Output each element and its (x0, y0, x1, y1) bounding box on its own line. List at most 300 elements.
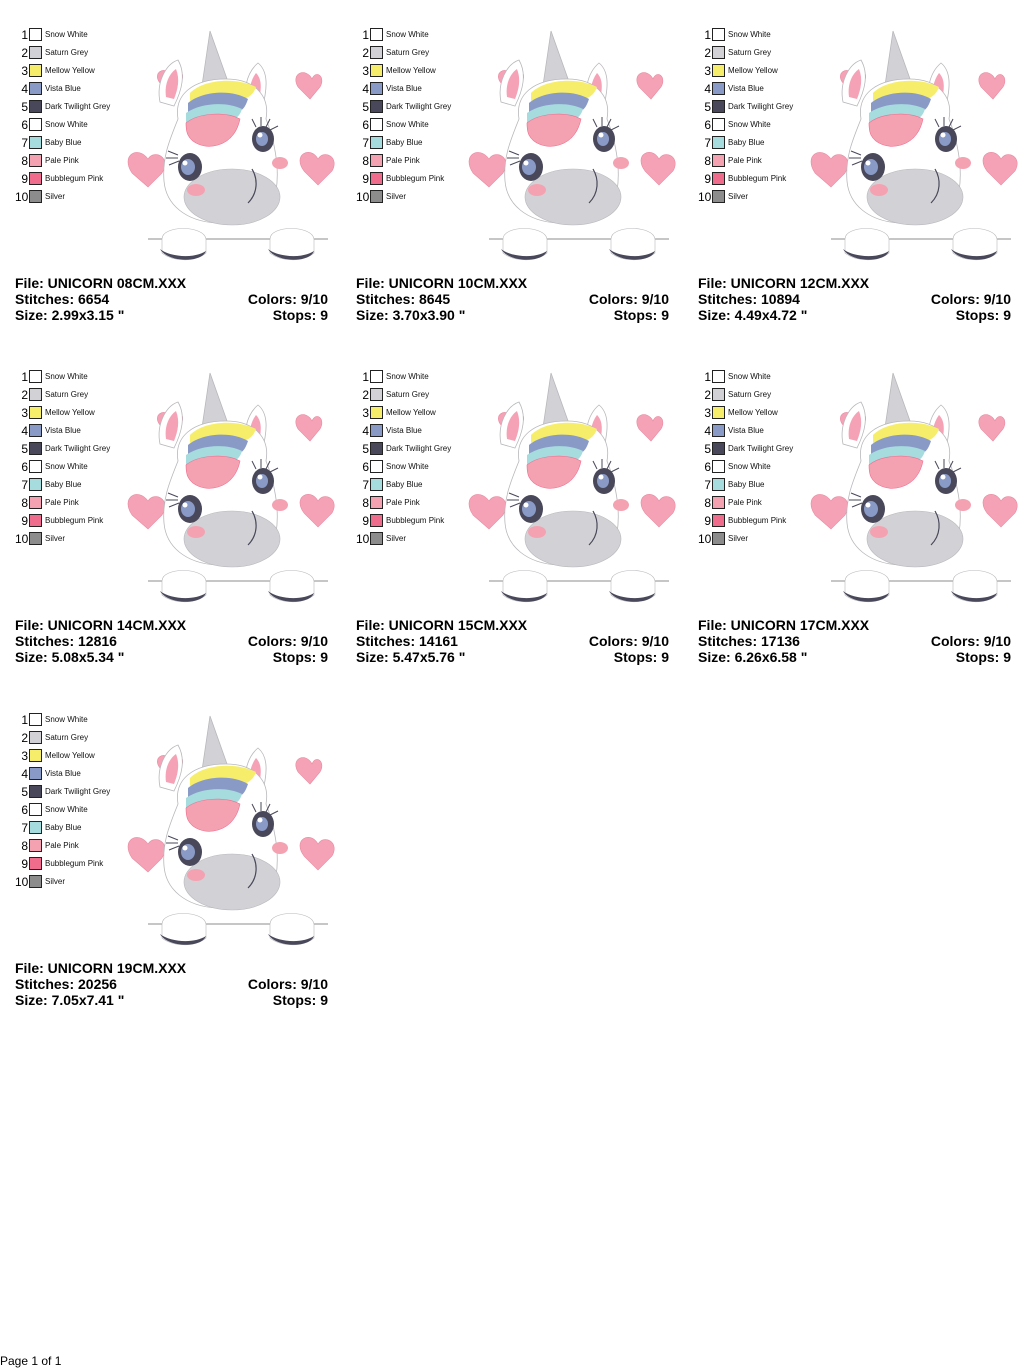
color-name: Baby Blue (386, 138, 423, 147)
color-name: Mellow Yellow (45, 408, 95, 417)
color-number: 10 (698, 532, 712, 546)
color-legend (15, 712, 135, 892)
design-size: Size: 4.49x4.72 " (698, 307, 808, 323)
color-swatch (370, 100, 383, 113)
color-name: Snow White (728, 30, 771, 39)
heart-icon (128, 152, 165, 187)
color-swatch (29, 731, 42, 744)
stitches-row (698, 633, 1011, 649)
stitches-row (15, 291, 328, 307)
color-swatch (29, 136, 42, 149)
unicorn-design-preview (803, 369, 1018, 604)
page-indicator: Page 1 of 1 (0, 1354, 62, 1368)
color-name: Baby Blue (45, 480, 82, 489)
file-row (15, 275, 328, 291)
legend-row (15, 441, 135, 459)
color-name: Vista Blue (728, 426, 764, 435)
color-name: Saturn Grey (45, 48, 89, 57)
legend-row (15, 495, 135, 513)
color-swatch (370, 532, 383, 545)
legend-row (698, 441, 818, 459)
legend-row (356, 405, 476, 423)
color-swatch (712, 46, 725, 59)
color-name: Saturn Grey (45, 390, 89, 399)
color-name: Snow White (728, 372, 771, 381)
legend-row (698, 135, 818, 153)
file-name: File: UNICORN 12CM.XXX (698, 275, 870, 291)
heart-icon (128, 837, 165, 872)
size-row (15, 992, 328, 1008)
color-swatch (29, 82, 42, 95)
color-swatch (712, 136, 725, 149)
design-info (356, 275, 669, 323)
color-swatch (712, 118, 725, 131)
legend-row (698, 153, 818, 171)
color-count: Colors: 9/10 (588, 291, 669, 307)
color-name: Mellow Yellow (728, 66, 778, 75)
color-number: 4 (21, 82, 28, 96)
color-number: 10 (15, 532, 29, 546)
color-number: 5 (704, 100, 711, 114)
color-name: Mellow Yellow (728, 408, 778, 417)
legend-row (15, 712, 135, 730)
legend-row (15, 99, 135, 117)
legend-row (15, 153, 135, 171)
legend-row (698, 171, 818, 189)
color-number: 1 (21, 713, 28, 727)
color-name: Snow White (45, 372, 88, 381)
legend-row (356, 45, 476, 63)
legend-row (698, 369, 818, 387)
legend-row (15, 820, 135, 838)
color-swatch (370, 478, 383, 491)
color-swatch (29, 785, 42, 798)
color-swatch (712, 496, 725, 509)
design-info (15, 275, 328, 323)
legend-row (356, 117, 476, 135)
stop-count: Stops: 9 (613, 307, 669, 323)
color-legend (356, 369, 476, 549)
color-name: Pale Pink (45, 498, 79, 507)
color-name: Silver (386, 192, 407, 201)
file-name: File: UNICORN 17CM.XXX (698, 617, 870, 633)
color-name: Vista Blue (728, 84, 764, 93)
color-swatch (712, 424, 725, 437)
color-swatch (370, 154, 383, 167)
color-swatch (29, 514, 42, 527)
size-row (15, 307, 328, 323)
design-card (15, 369, 340, 669)
color-count: Colors: 9/10 (247, 976, 328, 992)
stop-count: Stops: 9 (272, 992, 328, 1008)
color-name: Saturn Grey (386, 48, 430, 57)
color-number: 4 (362, 82, 369, 96)
color-number: 3 (362, 406, 369, 420)
color-swatch (29, 460, 42, 473)
color-name: Dark Twilight Grey (728, 102, 794, 111)
design-info (356, 617, 669, 665)
stitch-count: Stitches: 14161 (356, 633, 458, 649)
legend-row (15, 748, 135, 766)
color-swatch (712, 100, 725, 113)
color-number: 2 (21, 731, 28, 745)
color-number: 8 (704, 154, 711, 168)
legend-row (356, 63, 476, 81)
legend-row (15, 531, 135, 549)
legend-row (356, 459, 476, 477)
legend-row (15, 27, 135, 45)
legend-row (698, 495, 818, 513)
color-name: Mellow Yellow (45, 751, 95, 760)
color-legend (698, 369, 818, 549)
design-info (698, 617, 1011, 665)
legend-row (698, 81, 818, 99)
color-number: 10 (356, 532, 370, 546)
file-name: File: UNICORN 15CM.XXX (356, 617, 528, 633)
color-count: Colors: 9/10 (247, 291, 328, 307)
design-card (15, 27, 340, 327)
stitch-count: Stitches: 6654 (15, 291, 110, 307)
color-swatch (370, 460, 383, 473)
stitches-row (698, 291, 1011, 307)
color-number: 5 (362, 442, 369, 456)
color-name: Bubblegum Pink (45, 174, 104, 183)
color-legend (356, 27, 476, 207)
unicorn-design-preview (120, 369, 335, 604)
color-swatch (29, 100, 42, 113)
heart-icon (811, 152, 848, 187)
color-name: Vista Blue (386, 426, 422, 435)
color-swatch (29, 388, 42, 401)
color-swatch (712, 388, 725, 401)
color-name: Silver (728, 534, 749, 543)
color-swatch (29, 424, 42, 437)
color-number: 6 (362, 460, 369, 474)
color-number: 6 (21, 803, 28, 817)
legend-row (15, 730, 135, 748)
color-number: 4 (21, 424, 28, 438)
color-swatch (370, 118, 383, 131)
heart-icon (979, 415, 1005, 441)
color-swatch (712, 190, 725, 203)
color-swatch (370, 370, 383, 383)
color-swatch (29, 370, 42, 383)
color-number: 7 (704, 136, 711, 150)
color-name: Vista Blue (386, 84, 422, 93)
color-swatch (712, 370, 725, 383)
design-info (15, 960, 328, 1008)
color-number: 9 (21, 172, 28, 186)
color-number: 9 (362, 172, 369, 186)
color-number: 1 (362, 370, 369, 384)
color-name: Vista Blue (45, 84, 81, 93)
color-name: Pale Pink (45, 841, 79, 850)
color-number: 5 (21, 442, 28, 456)
color-number: 1 (362, 28, 369, 42)
color-name: Dark Twilight Grey (45, 444, 111, 453)
color-number: 3 (704, 64, 711, 78)
stitches-row (15, 633, 328, 649)
color-count: Colors: 9/10 (247, 633, 328, 649)
legend-row (15, 459, 135, 477)
legend-row (356, 171, 476, 189)
color-name: Snow White (386, 120, 429, 129)
heart-icon (641, 494, 675, 527)
color-swatch (29, 532, 42, 545)
legend-row (356, 495, 476, 513)
color-swatch (29, 64, 42, 77)
color-swatch (712, 154, 725, 167)
color-number: 4 (21, 767, 28, 781)
color-name: Silver (45, 534, 66, 543)
legend-row (15, 766, 135, 784)
color-number: 5 (21, 100, 28, 114)
color-name: Bubblegum Pink (45, 859, 104, 868)
color-number: 3 (21, 749, 28, 763)
color-swatch (712, 442, 725, 455)
color-number: 5 (21, 785, 28, 799)
legend-row (356, 441, 476, 459)
color-swatch (712, 82, 725, 95)
heart-icon (983, 494, 1017, 527)
heart-icon (811, 494, 848, 529)
file-name: File: UNICORN 19CM.XXX (15, 960, 187, 976)
unicorn-design-preview (120, 712, 335, 947)
stop-count: Stops: 9 (272, 307, 328, 323)
design-size: Size: 5.47x5.76 " (356, 649, 466, 665)
size-row (698, 307, 1011, 323)
color-number: 2 (362, 388, 369, 402)
legend-row (15, 171, 135, 189)
color-name: Dark Twilight Grey (386, 102, 452, 111)
color-number: 2 (21, 46, 28, 60)
color-swatch (29, 713, 42, 726)
color-legend (15, 369, 135, 549)
color-swatch (29, 839, 42, 852)
color-name: Baby Blue (45, 823, 82, 832)
color-number: 8 (362, 496, 369, 510)
color-number: 7 (362, 136, 369, 150)
legend-row (698, 477, 818, 495)
color-swatch (712, 460, 725, 473)
heart-icon (637, 415, 663, 441)
file-name: File: UNICORN 10CM.XXX (356, 275, 528, 291)
design-size: Size: 3.70x3.90 " (356, 307, 466, 323)
stitches-row (356, 291, 669, 307)
legend-row (15, 423, 135, 441)
design-size: Size: 2.99x3.15 " (15, 307, 125, 323)
legend-row (15, 856, 135, 874)
color-legend (15, 27, 135, 207)
color-name: Dark Twilight Grey (45, 787, 111, 796)
design-info (15, 617, 328, 665)
color-name: Snow White (728, 462, 771, 471)
legend-row (15, 513, 135, 531)
color-name: Mellow Yellow (386, 66, 436, 75)
size-row (356, 307, 669, 323)
color-number: 2 (704, 46, 711, 60)
legend-row (698, 189, 818, 207)
stitch-count: Stitches: 8645 (356, 291, 451, 307)
stitch-count: Stitches: 17136 (698, 633, 800, 649)
color-name: Saturn Grey (45, 733, 89, 742)
color-number: 8 (21, 839, 28, 853)
design-card (698, 369, 1023, 669)
size-row (15, 649, 328, 665)
legend-row (356, 423, 476, 441)
heart-icon (296, 415, 322, 441)
color-name: Baby Blue (45, 138, 82, 147)
file-row (15, 960, 328, 976)
color-number: 6 (362, 118, 369, 132)
color-count: Colors: 9/10 (588, 633, 669, 649)
color-number: 5 (362, 100, 369, 114)
color-swatch (370, 64, 383, 77)
color-name: Saturn Grey (728, 48, 772, 57)
color-number: 9 (704, 172, 711, 186)
legend-row (698, 27, 818, 45)
color-number: 2 (21, 388, 28, 402)
color-swatch (370, 406, 383, 419)
legend-row (356, 513, 476, 531)
color-name: Snow White (45, 805, 88, 814)
heart-icon (300, 152, 334, 185)
color-count: Colors: 9/10 (930, 291, 1011, 307)
color-name: Saturn Grey (386, 390, 430, 399)
color-name: Snow White (386, 30, 429, 39)
color-number: 6 (21, 118, 28, 132)
color-name: Snow White (45, 462, 88, 471)
size-row (698, 649, 1011, 665)
color-name: Baby Blue (386, 480, 423, 489)
color-name: Snow White (728, 120, 771, 129)
legend-row (356, 387, 476, 405)
legend-row (356, 27, 476, 45)
color-legend (698, 27, 818, 207)
color-swatch (29, 406, 42, 419)
legend-row (15, 838, 135, 856)
color-swatch (370, 172, 383, 185)
color-name: Dark Twilight Grey (386, 444, 452, 453)
color-name: Silver (45, 192, 66, 201)
design-card (15, 712, 340, 1012)
color-name: Baby Blue (728, 480, 765, 489)
color-number: 5 (704, 442, 711, 456)
color-swatch (29, 172, 42, 185)
heart-icon (300, 837, 334, 870)
color-number: 2 (362, 46, 369, 60)
legend-row (698, 45, 818, 63)
legend-row (15, 802, 135, 820)
heart-icon (469, 152, 506, 187)
legend-row (698, 531, 818, 549)
color-swatch (29, 478, 42, 491)
color-name: Pale Pink (728, 498, 762, 507)
color-swatch (370, 190, 383, 203)
color-swatch (29, 803, 42, 816)
color-name: Vista Blue (45, 426, 81, 435)
design-card (698, 27, 1023, 327)
color-name: Baby Blue (728, 138, 765, 147)
color-number: 10 (698, 190, 712, 204)
legend-row (15, 189, 135, 207)
color-name: Snow White (386, 372, 429, 381)
file-row (698, 275, 1011, 291)
legend-row (356, 369, 476, 387)
color-swatch (370, 82, 383, 95)
stop-count: Stops: 9 (272, 649, 328, 665)
color-swatch (370, 28, 383, 41)
size-row (356, 649, 669, 665)
color-number: 3 (704, 406, 711, 420)
color-swatch (712, 406, 725, 419)
color-name: Silver (728, 192, 749, 201)
color-name: Saturn Grey (728, 390, 772, 399)
color-name: Pale Pink (45, 156, 79, 165)
legend-row (356, 531, 476, 549)
color-swatch (29, 749, 42, 762)
legend-row (698, 63, 818, 81)
heart-icon (128, 494, 165, 529)
file-row (356, 617, 669, 633)
color-name: Mellow Yellow (45, 66, 95, 75)
legend-row (356, 81, 476, 99)
color-number: 7 (704, 478, 711, 492)
legend-row (356, 477, 476, 495)
color-swatch (712, 64, 725, 77)
color-swatch (29, 28, 42, 41)
color-name: Dark Twilight Grey (728, 444, 794, 453)
color-swatch (712, 514, 725, 527)
color-swatch (712, 28, 725, 41)
color-number: 4 (362, 424, 369, 438)
file-row (15, 617, 328, 633)
stitch-count: Stitches: 10894 (698, 291, 800, 307)
stop-count: Stops: 9 (955, 307, 1011, 323)
color-number: 1 (704, 28, 711, 42)
heart-icon (296, 73, 322, 99)
legend-row (356, 135, 476, 153)
legend-row (356, 189, 476, 207)
legend-row (15, 874, 135, 892)
file-name: File: UNICORN 08CM.XXX (15, 275, 187, 291)
color-number: 1 (21, 28, 28, 42)
color-swatch (29, 190, 42, 203)
legend-row (15, 387, 135, 405)
color-number: 10 (15, 875, 29, 889)
stitches-row (15, 976, 328, 992)
stitch-count: Stitches: 20256 (15, 976, 117, 992)
color-swatch (29, 442, 42, 455)
unicorn-design-preview (120, 27, 335, 262)
legend-row (15, 135, 135, 153)
heart-icon (469, 494, 506, 529)
color-swatch (29, 821, 42, 834)
color-number: 3 (362, 64, 369, 78)
legend-row (698, 99, 818, 117)
legend-row (15, 405, 135, 423)
color-name: Dark Twilight Grey (45, 102, 111, 111)
heart-icon (300, 494, 334, 527)
color-number: 7 (21, 136, 28, 150)
color-name: Snow White (45, 30, 88, 39)
color-name: Silver (45, 877, 66, 886)
legend-row (15, 117, 135, 135)
unicorn-design-preview (803, 27, 1018, 262)
legend-row (698, 387, 818, 405)
stop-count: Stops: 9 (613, 649, 669, 665)
color-swatch (29, 154, 42, 167)
